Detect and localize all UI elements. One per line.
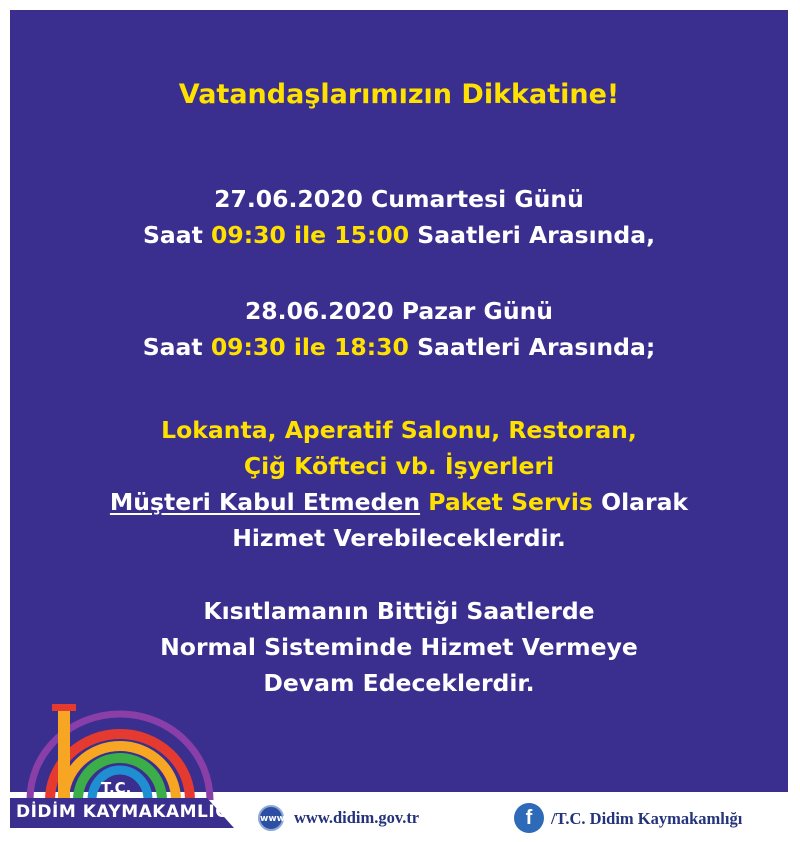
sunday-start-time: 09:30: [210, 333, 286, 361]
website-text: www.didim.gov.tr: [294, 808, 420, 827]
business-notice: [10, 412, 788, 556]
sunday-hours: Saat 09:30 ile 18:30 Saatleri Arasında;: [142, 333, 656, 361]
sunday-end-time: 18:30: [334, 333, 409, 361]
no-customer-text: Müşteri Kabul Etmeden: [109, 488, 421, 516]
schedule-sunday: [10, 293, 788, 365]
takeaway-text: Paket Servis: [428, 488, 593, 516]
globe-icon: www: [258, 805, 284, 831]
saturday-date: 27.06.2020 Cumartesi Günü: [214, 185, 584, 213]
logo-tc: T.C.: [101, 779, 132, 797]
schedule-saturday: [10, 181, 788, 253]
facebook-link[interactable]: [514, 803, 794, 833]
business-types-line2: Çiğ Köfteci vb. İşyerleri: [243, 452, 555, 480]
sunday-date: 28.06.2020 Pazar Günü: [244, 297, 554, 325]
announcement-title: Vatandaşlarımızın Dikkatine!: [178, 79, 620, 110]
didim-kaymakamligi-logo: [10, 698, 237, 828]
business-types-line1: Lokanta, Aperatif Salonu, Restoran,: [161, 416, 637, 444]
service-line: Müşteri Kabul Etmeden Paket Servis Olarak: [109, 488, 689, 516]
saturday-end-time: 15:00: [334, 221, 410, 249]
saturday-hours: Saat 09:30 ile 15:00 Saatleri Arasında,: [142, 221, 656, 249]
saturday-start-time: 09:30: [211, 221, 286, 249]
facebook-text: /T.C. Didim Kaymakamlığı: [551, 809, 743, 828]
logo-name: DİDİM KAYMAKAMLIĞI: [16, 802, 237, 822]
website-link[interactable]: [258, 805, 458, 831]
facebook-icon: f: [514, 803, 544, 833]
closing-notice: Kısıtlamanın Bittiği Saatlerde Normal Sisteminde Hizmet Vermeye Devam Edeceklerdir.: [160, 597, 638, 697]
service-line-end: Hizmet Verebileceklerdir.: [232, 524, 566, 552]
